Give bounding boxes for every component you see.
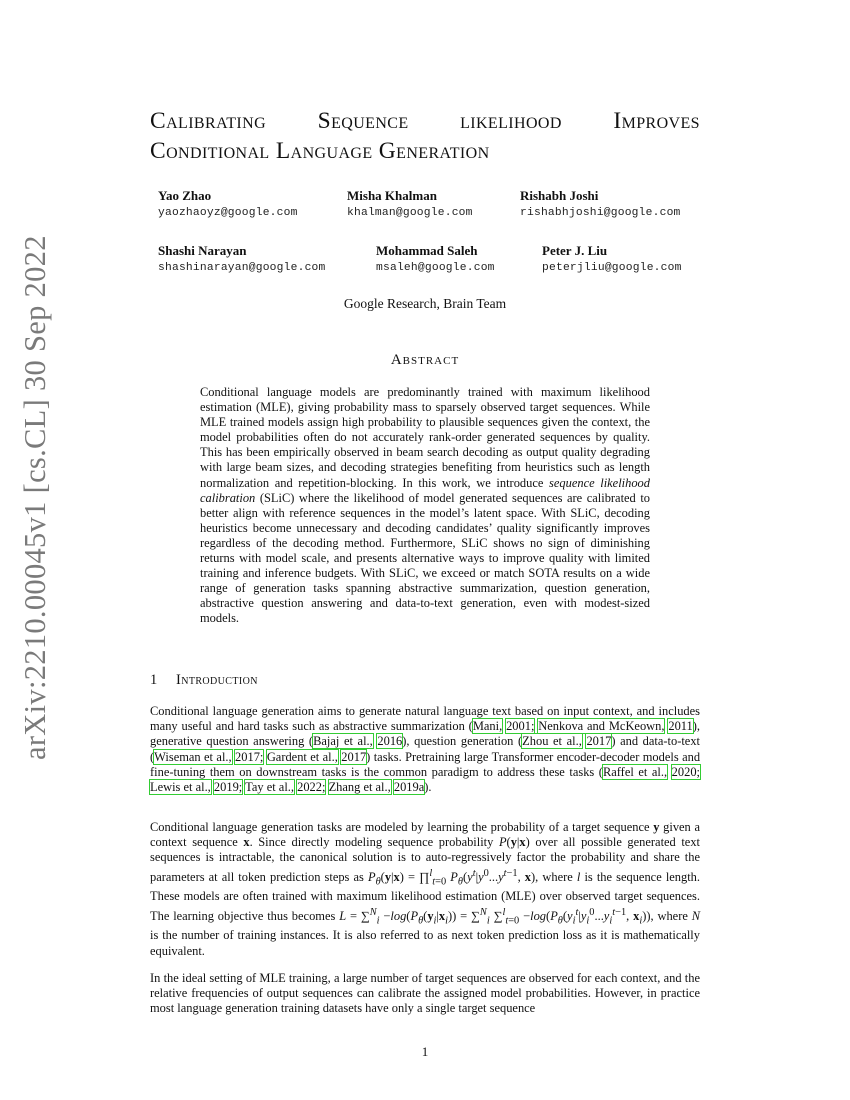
abstract-text: (SLiC) where the likelihood of model generated sequences are calibrated to better align with reference sequences in the model’s latent space. With SLiC, decoding heuristics become unnecessary and decoding candidates’ quality significantly improves regardless of the decoding method. Furthermore, SLiC shows no sign of diminishing returns with model scale, and presents alternative ways to improve quality with limited training and inference budgets. With SLiC, we exceed or match SOTA results on a wide range of generation tasks spanning abstractive summarization, question generation, abstractive question answering and data-to-text generation, even with modest-sized models.	[200, 490, 650, 626]
math: $L = \sum^N_i -\log(P_\theta(y_i|x_i)) = \sum^N_i$ $\sum^l_{t=0} -\log(P_\theta(y_i^t|y_i^0...y_i^{t-1}$, $x_i$))	[339, 906, 651, 927]
intro-paragraph-1	[150, 704, 700, 795]
author-name: Yao Zhao	[158, 188, 212, 203]
title-word: Improves	[613, 108, 700, 134]
math: l	[576, 869, 581, 884]
section-heading	[150, 672, 258, 689]
author-name: Peter J. Liu	[542, 243, 608, 258]
text: given a context sequence	[150, 820, 700, 850]
title-line-2: Conditional Language Generation	[150, 138, 490, 164]
citation-link[interactable]: 2017;	[235, 749, 264, 764]
author-email[interactable]: msaleh@google.com	[376, 262, 495, 274]
arxiv-identifier: arXiv:2210.00045v1 [cs.CL] 30 Sep 2022	[18, 235, 52, 760]
citation-link[interactable]: 2001;	[506, 719, 535, 734]
text: ).	[424, 780, 432, 795]
citation-link[interactable]: 2020;	[671, 764, 700, 779]
citation-link[interactable]: 2017	[586, 734, 612, 749]
page-number: 1	[421, 1044, 429, 1059]
text: Conditional language generation tasks are modeled by learning the probability of a target sequence	[150, 820, 654, 834]
citation-link[interactable]: 2022;	[297, 780, 326, 795]
author-name: Shashi Narayan	[158, 243, 247, 258]
affiliation: Google Research, Brain Team	[343, 296, 507, 311]
author-email[interactable]: peterjliu@google.com	[542, 262, 682, 274]
author-block	[520, 188, 681, 219]
author-name: Mohammad Saleh	[376, 243, 478, 258]
author-email[interactable]: shashinarayan@google.com	[158, 262, 326, 274]
citation-link[interactable]: Zhou et al.,	[522, 734, 582, 749]
author-block	[376, 243, 495, 274]
title-word: likelihood	[460, 108, 562, 134]
text: ) tasks. Pretraining large Transformer encoder-decoder models and fine-tuning them on downstream tasks is the common paradigm to address these tasks (	[150, 749, 701, 779]
math: P(y|x)	[498, 835, 530, 850]
text: is the number of training instances. It is also referred to as next token prediction loss as it is mathematically equivalent.	[150, 928, 700, 958]
citation-link[interactable]: 2016	[377, 734, 403, 749]
citation-link[interactable]: 2019;	[213, 780, 243, 795]
abstract-text: Conditional language models are predominantly trained with maximum likelihood estimation (MLE), giving probability mass to sparsely observed target sequences. While MLE trained models assign high probability to plausible sequences given the context, the model probabilities often do not accurately rank-order generated sequences by quality. This has been empirically observed in beam search decoding as output quality degrading with large beam sizes, and decoding strategies benefiting from heuristics such as length normalization and repetition-blocking. In this work, we introduce	[200, 385, 650, 490]
author-block	[542, 243, 682, 274]
text: . Since directly modeling sequence probability	[249, 835, 499, 850]
author-email[interactable]: khalman@google.com	[347, 207, 473, 219]
text: , where	[650, 908, 692, 923]
text: ) and data-to-text (	[150, 734, 700, 764]
intro-paragraph-3: In the ideal setting of MLE training, a large number of target sequences are observed for each context, and the relative frequencies of output sequences can calibrate the assigned model probabilities. However, in practice most language generation training datasets have only a single target sequence	[150, 971, 700, 1016]
abstract-emphasis: sequence likelihood calibration	[200, 475, 650, 505]
citation-link[interactable]: Nenkova and McKeown,	[538, 719, 665, 734]
intro-paragraph-2	[150, 820, 700, 959]
text: , where	[535, 869, 577, 884]
citation-link[interactable]: Gardent et al.,	[266, 749, 338, 764]
citation-link[interactable]: Tay et al.,	[245, 780, 294, 795]
text: ), generative question answering (	[150, 719, 701, 749]
math: $P_\theta(y|x)$ = ∏$^l_{t=0}$ $P_\theta(y^t|y^0...y^{t-1}$, x)	[367, 867, 536, 888]
paper-title	[150, 106, 700, 166]
section-number: 1	[150, 672, 158, 688]
citation-link[interactable]: 2017	[341, 749, 367, 764]
text: over all possible generated text sequences is intractable, the canonical solution is to auto-regressively factor the probability and share the parameters at all token prediction steps as	[150, 835, 700, 884]
text: is the sequence length. These models are often trained with maximum likelihood estimation (MLE) over observed target sequences. The learning objective thus becomes	[150, 869, 701, 923]
citation-link[interactable]: Lewis et al.,	[150, 780, 211, 795]
author-block	[158, 188, 298, 219]
text: Conditional language generation aims to generate natural language text based on input context, and includes many useful and hard tasks such as abstractive summarization (	[150, 704, 700, 734]
author-name: Misha Khalman	[347, 188, 437, 203]
author-name: Rishabh Joshi	[520, 188, 599, 203]
citation-link[interactable]: Zhang et al.,	[328, 780, 391, 795]
citation-link[interactable]: 2019a	[393, 780, 425, 795]
title-word: Calibrating	[150, 108, 267, 134]
math: x	[243, 835, 250, 850]
abstract-body	[200, 385, 650, 627]
section-title: Introduction	[176, 672, 258, 688]
citation-link[interactable]: Mani,	[472, 719, 503, 734]
title-word: Sequence	[317, 108, 409, 134]
citation-link[interactable]: Raffel et al.,	[602, 764, 668, 779]
citation-link[interactable]: Bajaj et al.,	[313, 734, 373, 749]
author-email[interactable]: yaozhaoyz@google.com	[158, 207, 298, 219]
abstract-heading: Abstract	[390, 352, 460, 368]
author-email[interactable]: rishabhjoshi@google.com	[520, 207, 681, 219]
author-block	[347, 188, 473, 219]
text: ), question generation (	[402, 734, 523, 749]
math: y	[653, 820, 660, 834]
author-block	[158, 243, 326, 274]
title-line-1	[150, 106, 700, 136]
citation-link[interactable]: Wiseman et al.,	[154, 749, 232, 764]
math: N	[691, 908, 701, 923]
citation-link[interactable]: 2011	[668, 719, 693, 734]
